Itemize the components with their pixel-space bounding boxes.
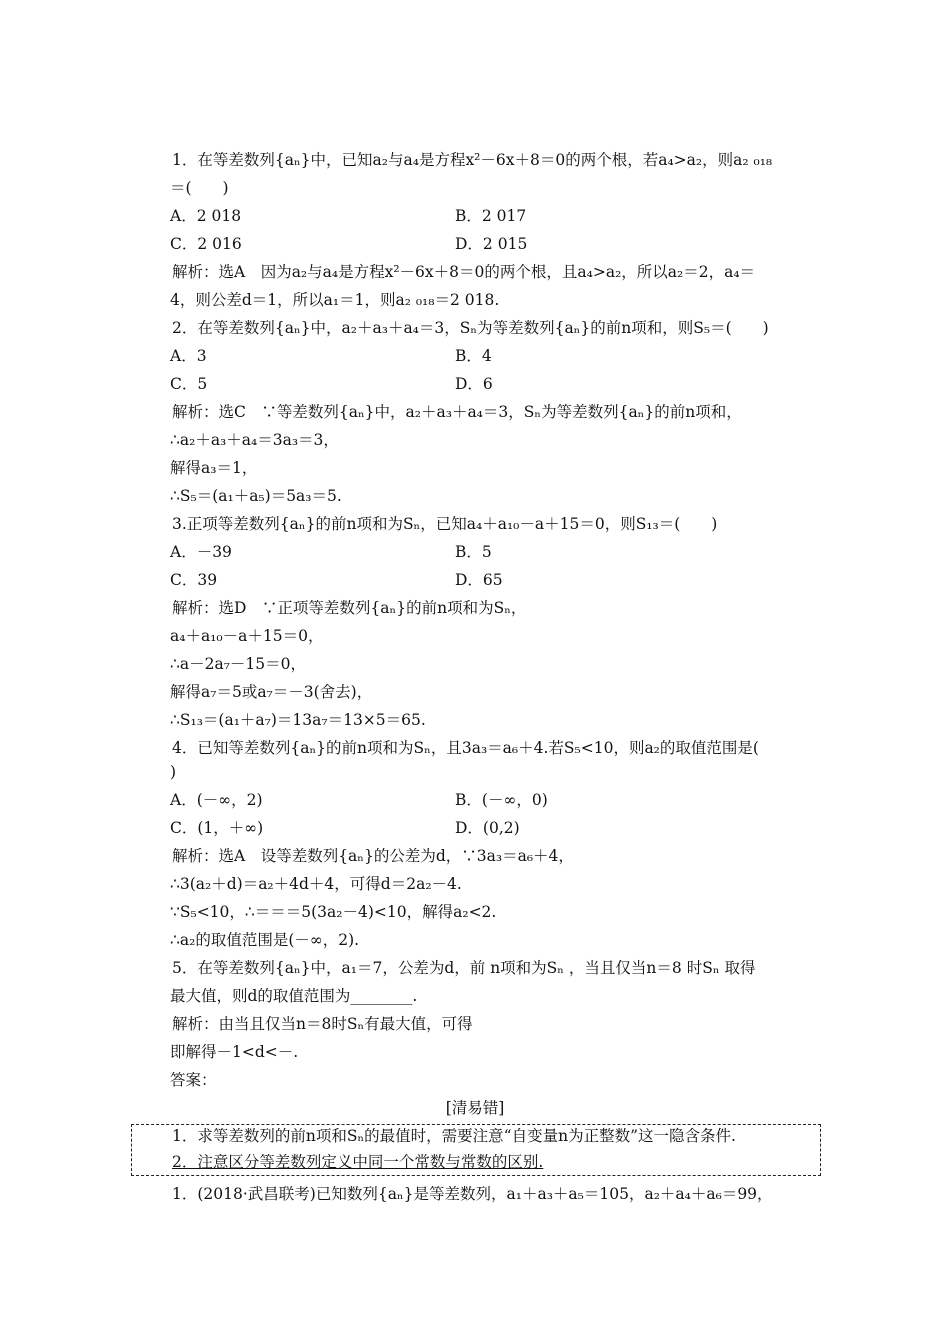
q4-solution-step3: ∴a₂的取值范围是(－∞，2).	[170, 931, 360, 949]
q3-option-c: C．39	[170, 571, 218, 589]
q4-stem-cont: )	[170, 763, 177, 781]
q5-stem-cont: 最大值，则d的取值范围为________.	[170, 987, 418, 1005]
q3-solution-step1: a₄＋a₁₀－a＋15＝0，	[170, 627, 324, 645]
q1-stem: 1．在等差数列{aₙ}中，已知a₂与a₄是方程x²－6x＋8＝0的两个根，若a₄>a₂，则a₂ ₀₁₈	[172, 151, 773, 169]
q1-option-c: C．2 016	[170, 235, 242, 253]
q1-option-a: A．2 018	[170, 207, 242, 225]
warning-item-1: 1．求等差数列的前n项和Sₙ的最值时，需要注意“自变量n为正整数”这一隐含条件.	[172, 1127, 736, 1145]
q1-stem-cont: ＝( )	[170, 179, 229, 197]
q4-option-a: A．(－∞，2)	[170, 791, 263, 809]
q2-option-d: D．6	[455, 375, 493, 393]
q5-stem: 5．在等差数列{aₙ}中，a₁＝7，公差为d，前 n项和为Sₙ ，当且仅当n＝8 时Sₙ 取得	[172, 959, 756, 977]
q5-answer-label: 答案：	[170, 1071, 217, 1089]
section-title: [清易错]	[445, 1099, 505, 1117]
q5-solution-step1: 即解得－1<d<－.	[170, 1043, 299, 1061]
q3-solution-step2: ∴a－2a₇－15＝0，	[170, 655, 307, 673]
q3-solution-step4: ∴S₁₃＝(a₁＋a₇)＝13a₇＝13×5＝65.	[170, 711, 426, 729]
next-question-stem: 1．(2018·武昌联考)已知数列{aₙ}是等差数列，a₁＋a₃＋a₅＝105，a₂＋a₄＋a₆＝99，	[172, 1185, 773, 1203]
q2-option-b: B．4	[455, 347, 492, 365]
q2-option-c: C．5	[170, 375, 208, 393]
q4-option-b: B．(－∞，0)	[455, 791, 548, 809]
q2-solution-step2: 解得a₃＝1，	[170, 459, 258, 477]
q1-option-b: B．2 017	[455, 207, 527, 225]
q2-solution: 解析：选C ∵等差数列{aₙ}中，a₂＋a₃＋a₄＝3，Sₙ为等差数列{aₙ}的前n项和，	[172, 403, 742, 421]
q1-solution: 解析：选A 因为a₂与a₄是方程x²－6x＋8＝0的两个根，且a₄>a₂，所以a₂＝2，a₄＝	[172, 263, 756, 281]
q4-stem: 4．已知等差数列{aₙ}的前n项和为Sₙ，且3a₃＝a₆＋4.若S₅<10，则a₂的取值范围是(	[172, 739, 759, 757]
q3-option-b: B．5	[455, 543, 492, 561]
q2-stem: 2．在等差数列{aₙ}中，a₂＋a₃＋a₄＝3，Sₙ为等差数列{aₙ}的前n项和，则S₅＝( )	[172, 319, 769, 337]
q5-solution: 解析：由当且仅当n＝8时Sₙ有最大值，可得	[172, 1015, 473, 1033]
q4-solution-step2: ∵S₅<10，∴＝＝＝5(3a₂－4)<10，解得a₂<2.	[170, 903, 497, 921]
q1-option-d: D．2 015	[455, 235, 528, 253]
q4-solution-step1: ∴3(a₂＋d)＝a₂＋4d＋4，可得d＝2a₂－4.	[170, 875, 462, 893]
q1-solution-cont: 4，则公差d＝1，所以a₁＝1，则a₂ ₀₁₈＝2 018.	[170, 291, 500, 309]
q3-stem: 3.正项等差数列{aₙ}的前n项和为Sₙ，已知a₄＋a₁₀－a＋15＝0，则S₁₃＝( )	[172, 515, 718, 533]
q4-option-c: C．(1，＋∞)	[170, 819, 264, 837]
q4-option-d: D．(0,2)	[455, 819, 520, 837]
q3-solution: 解析：选D ∵正项等差数列{aₙ}的前n项和为Sₙ，	[172, 599, 527, 617]
q3-solution-step3: 解得a₇＝5或a₇＝－3(舍去)，	[170, 683, 373, 701]
q3-option-a: A．－39	[170, 543, 232, 561]
q2-solution-step1: ∴a₂＋a₃＋a₄＝3a₃＝3，	[170, 431, 339, 449]
q2-option-a: A．3	[170, 347, 207, 365]
warning-item-2: 2．注意区分等差数列定义中同一个常数与常数的区别.	[172, 1153, 544, 1171]
q4-solution: 解析：选A 设等差数列{aₙ}的公差为d，∵3a₃＝a₆＋4，	[172, 847, 574, 865]
q2-solution-step3: ∴S₅＝(a₁＋a₅)＝5a₃＝5.	[170, 487, 342, 505]
q3-option-d: D．65	[455, 571, 503, 589]
